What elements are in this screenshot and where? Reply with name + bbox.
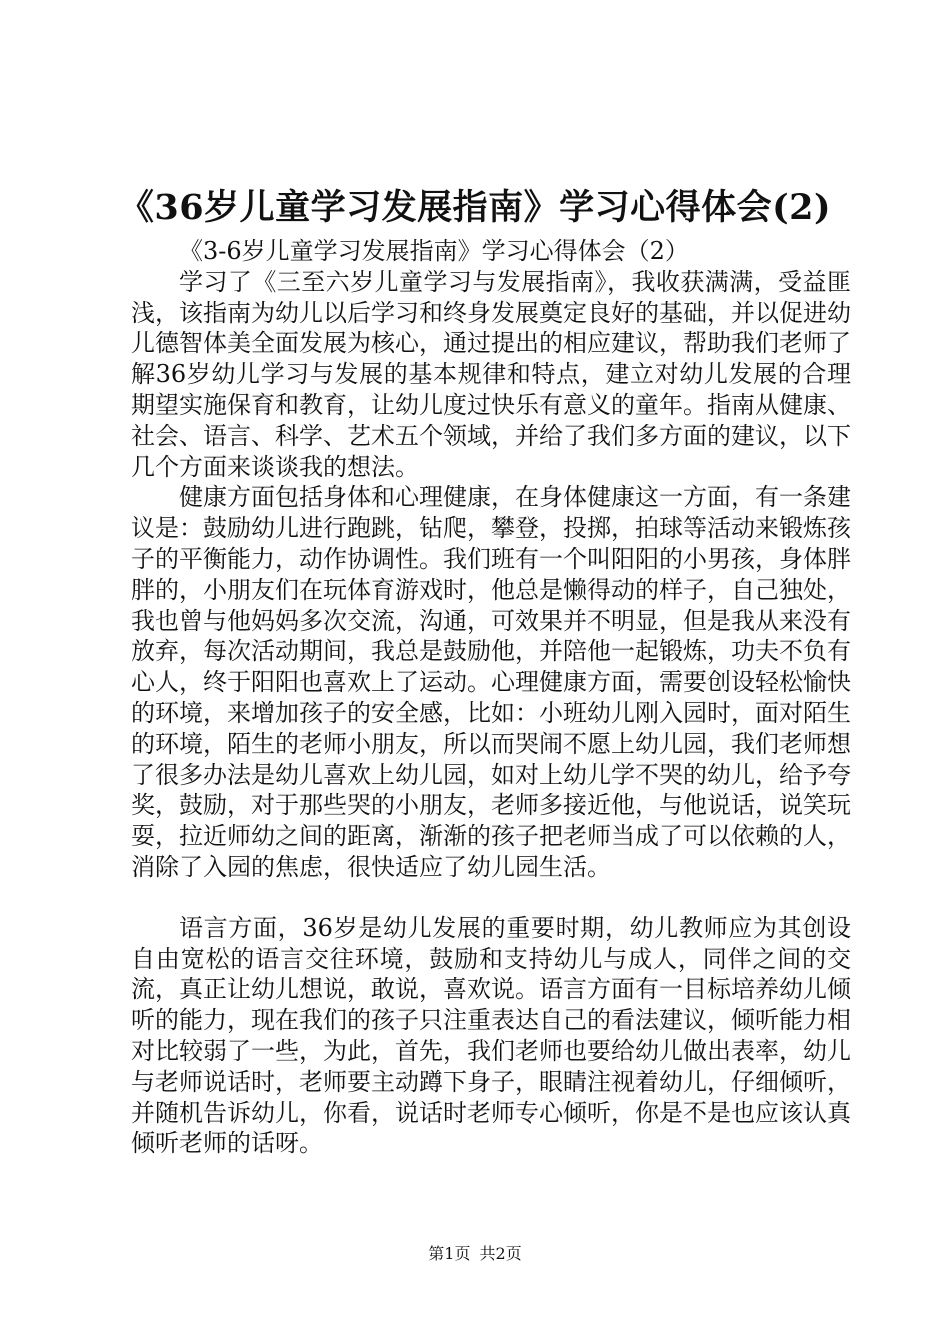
- document-body: [131, 236, 851, 1159]
- page-footer: 第1页 共2页: [428, 1244, 522, 1263]
- language-paragraph: 语言方面，36岁是幼儿发展的重要时期，幼儿教师应为其创设自由宽松的语言交往环境，鼓励和支持幼儿与成人，同伴之间的交流，真正让幼儿想说，敢说，喜欢说。语言方面有一目标培养幼儿倾听的能力，现在我们的孩子只注重表达自己的看法建议，倾听能力相对比较弱了一些，为此，首先，我们老师也要给幼儿做出表率，幼儿与老师说话时，老师要主动蹲下身子，眼睛注视着幼儿，仔细倾听，并随机告诉幼儿，你看，说话时老师专心倾听，你是不是也应该认真倾听老师的话呀。: [131, 913, 851, 1158]
- document-title: 《36岁儿童学习发展指南》学习心得体会(2): [118, 187, 832, 228]
- health-paragraph: 健康方面包括身体和心理健康，在身体健康这一方面，有一条建议是：鼓励幼儿进行跑跳，钻爬，攀登，投掷，拍球等活动来锻炼孩子的平衡能力，动作协调性。我们班有一个叫阳阳的小男孩，身体胖胖的，小朋友们在玩体育游戏时，他总是懒得动的样子，自己独处，我也曾与他妈妈多次交流，沟通，可效果并不明显，但是我从来没有放弃，每次活动期间，我总是鼓励他，并陪他一起锻炼，功夫不负有心人，终于阳阳也喜欢上了运动。心理健康方面，需要创设轻松愉快的环境，来增加孩子的安全感，比如：小班幼儿刚入园时，面对陌生的环境，陌生的老师小朋友，所以而哭闹不愿上幼儿园，我们老师想了很多办法是幼儿喜欢上幼儿园，如对上幼儿学不哭的幼儿，给予夸奖，鼓励，对于那些哭的小朋友，老师多接近他，与他说话，说笑玩耍，拉近师幼之间的距离，渐渐的孩子把老师当成了可以依赖的人，消除了入园的焦虑，很快适应了幼儿园生活。: [131, 483, 851, 881]
- subtitle-paragraph: 《3-6岁儿童学习发展指南》学习心得体会（2）: [179, 237, 689, 265]
- intro-paragraph: 学习了《三至六岁儿童学习与发展指南》，我收获满满，受益匪浅，该指南为幼儿以后学习和终身发展奠定良好的基础，并以促进幼儿德智体美全面发展为核心，通过提出的相应建议，帮助我们老师了解36岁幼儿学习与发展的基本规律和特点，建立对幼儿发展的合理期望实施保育和教育，让幼儿度过快乐有意义的童年。指南从健康、社会、语言、科学、艺术五个领域，并给了我们多方面的建议，以下几个方面来谈谈我的想法。: [131, 267, 851, 481]
